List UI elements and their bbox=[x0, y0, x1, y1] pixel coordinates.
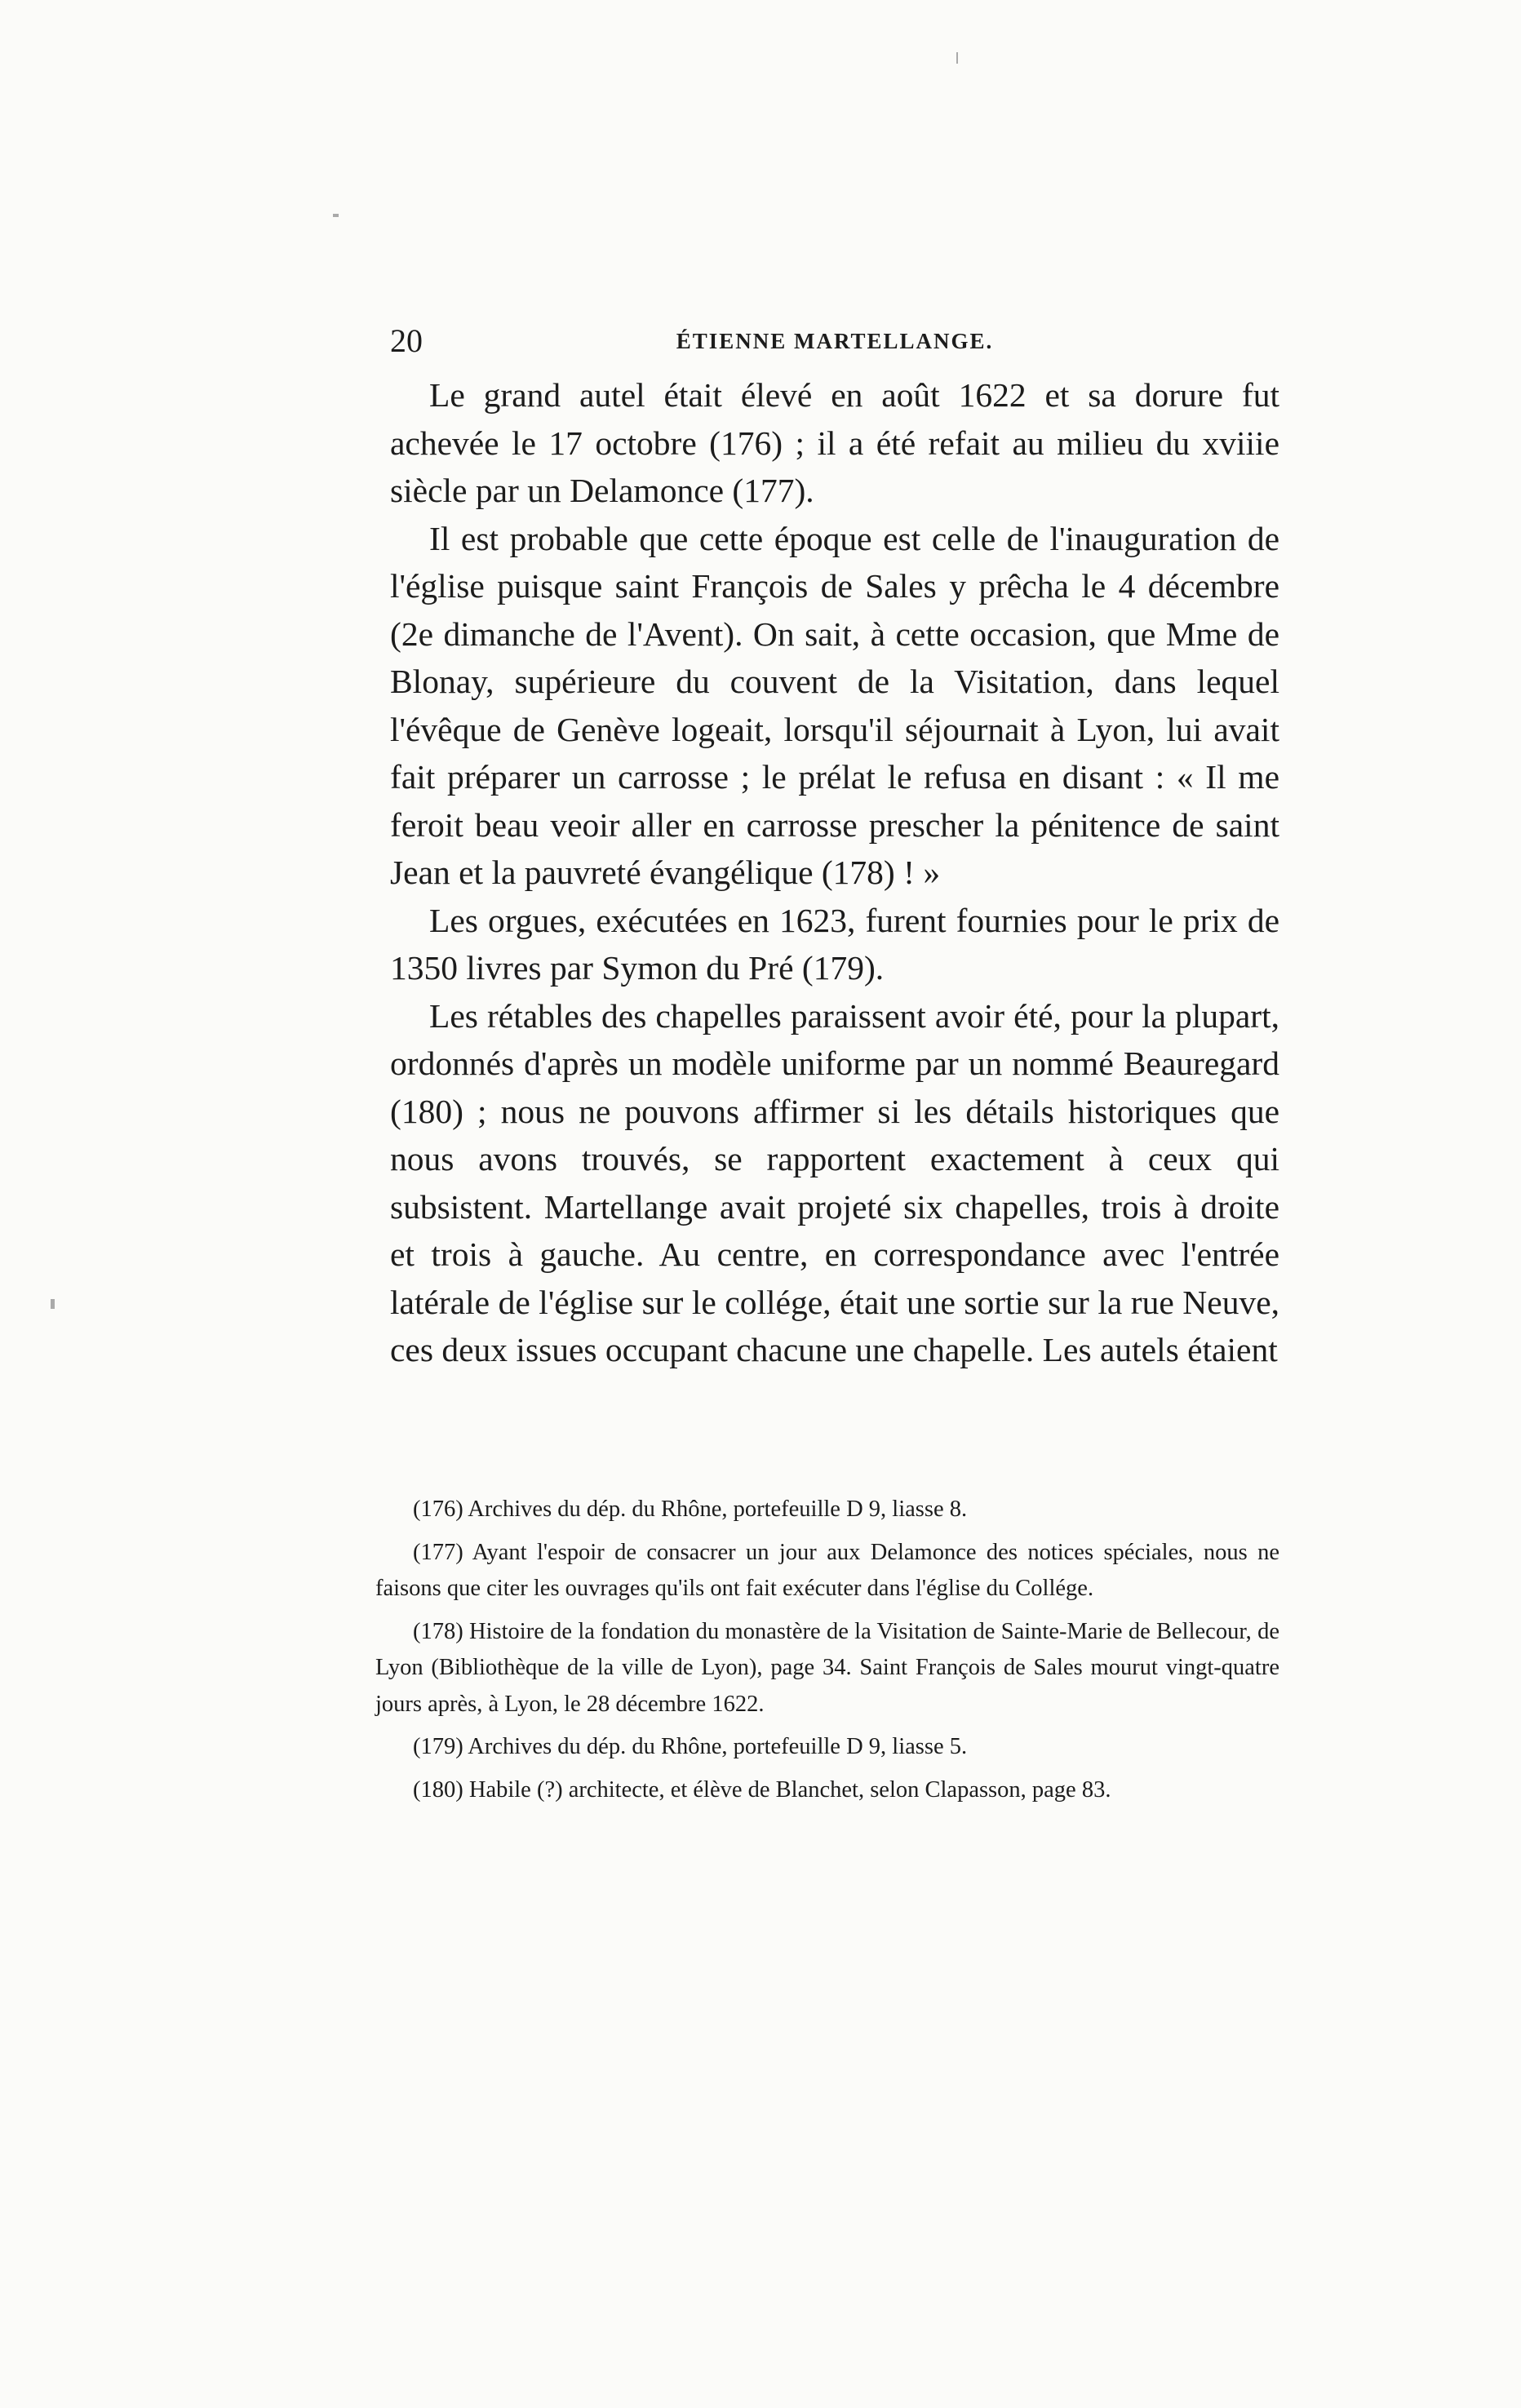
footnotes bbox=[375, 1492, 1279, 1815]
page-header bbox=[390, 317, 1279, 366]
footnote: (180) Habile (?) architecte, et élève de Blanchet, selon Clapasson, page 83. bbox=[413, 1776, 1111, 1803]
paragraph: Les rétables des chapelles paraissent avoir été, pour la plupart, ordonnés d'après un modèle uniforme par un nommé Beauregard (180) ; nous ne pouvons affirmer si les détails historiques que nous avons trouvés, se rapportent exactement à ceux qui subsistent. Martellange avait projeté six chapelles, trois à droite et trois à gauche. Au centre, en correspondance avec l'entrée latérale de l'église sur le collége, était une sortie sur la rue Neuve, ces deux issues occupant chacune une chapelle. Les autels étaient bbox=[390, 996, 1279, 1368]
footnote: (178) Histoire de la fondation du monastère de la Visitation de Sainte-Marie de Bellecour, de Lyon (Bibliothèque de la ville de Lyon), page 34. Saint François de Sales mourut vingt-quatre jours après, à Lyon, le 28 décembre 1622. bbox=[375, 1618, 1279, 1717]
ink-speck bbox=[956, 52, 958, 64]
footnote: (176) Archives du dép. du Rhône, portefeuille D 9, liasse 8. bbox=[413, 1497, 968, 1522]
ink-speck bbox=[51, 1299, 55, 1309]
paragraph: Les orgues, exécutées en 1623, furent fournies pour le prix de 1350 livres par Symon du Pré (179). bbox=[390, 901, 1279, 987]
paragraph: Le grand autel était élevé en août 1622 et sa dorure fut achevée le 17 octobre (176) ; il a été refait au milieu du xviiie siècle par un Delamonce (177). bbox=[390, 376, 1279, 509]
footnote: (179) Archives du dép. du Rhône, portefeuille D 9, liasse 5. bbox=[413, 1734, 968, 1759]
footnote: (177) Ayant l'espoir de consacrer un jour aux Delamonce des notices spéciales, nous ne faisons que citer les ouvrages qu'ils ont fait exécuter dans l'église du Collége. bbox=[375, 1539, 1279, 1601]
ink-speck bbox=[333, 214, 339, 217]
running-title: ÉTIENNE MARTELLANGE. bbox=[676, 329, 994, 353]
page-number: 20 bbox=[390, 322, 423, 359]
main-text bbox=[390, 371, 1279, 1374]
paragraph: Il est probable que cette époque est celle de l'inauguration de l'église puisque saint François de Sales y prêcha le 4 décembre (2e dimanche de l'Avent). On sait, à cette occasion, que Mme de Blonay, supérieure du couvent de la Visitation, dans lequel l'évêque de Genève logeait, lorsqu'il séjournait à Lyon, lui avait fait préparer un carrosse ; le prélat le refusa en disant : « Il me feroit beau veoir aller en carrosse prescher la pénitence de saint Jean et la pauvreté évangélique (178) ! » bbox=[390, 519, 1279, 891]
